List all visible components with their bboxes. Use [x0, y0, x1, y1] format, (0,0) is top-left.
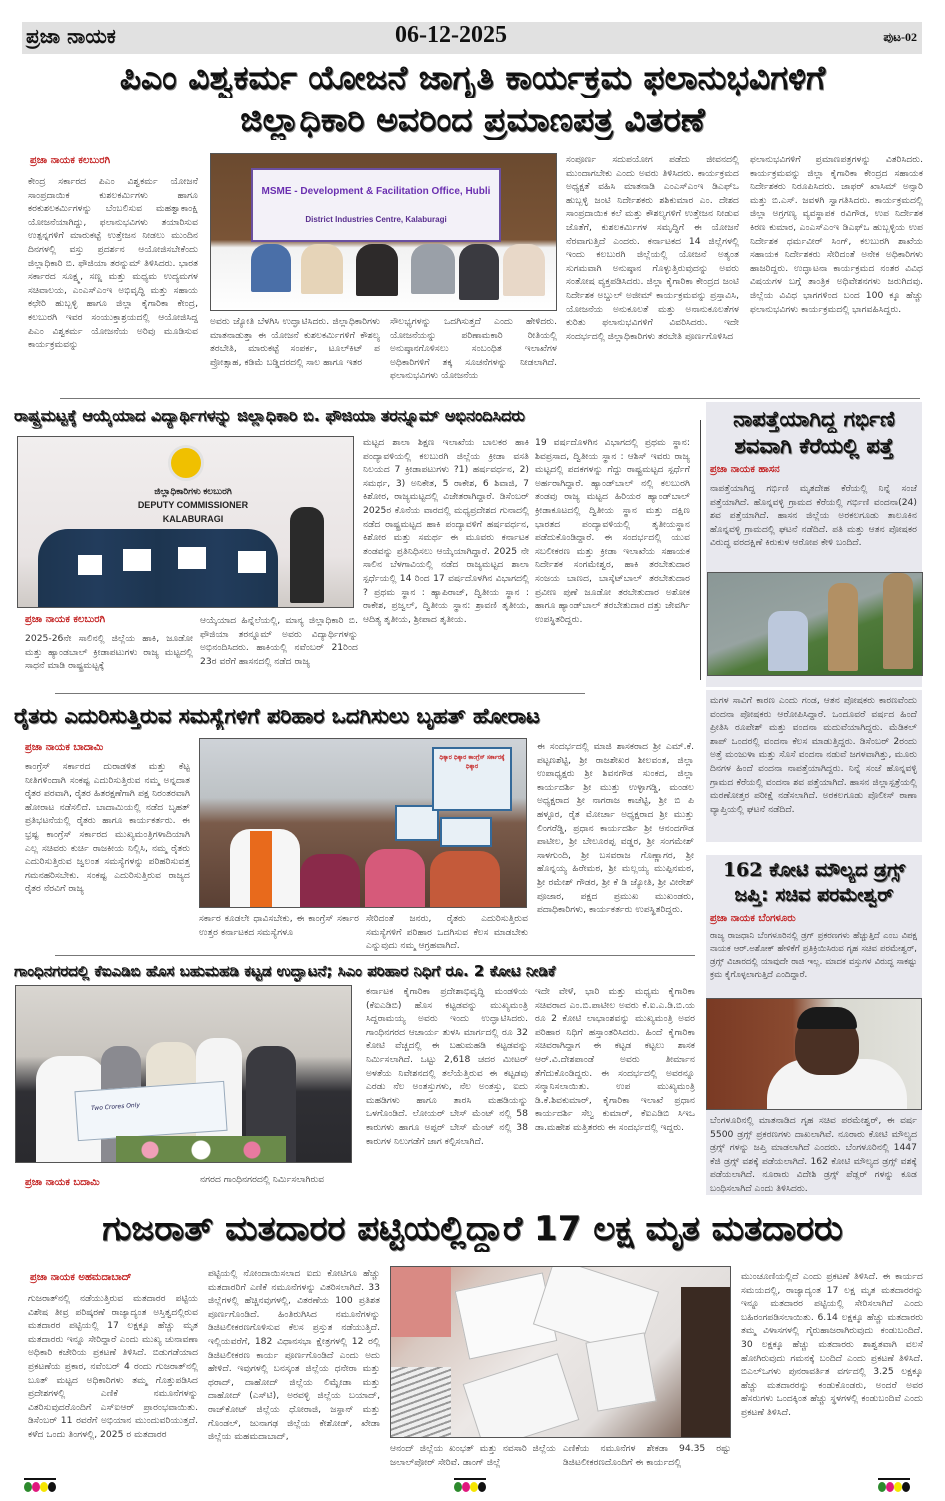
story2-photo	[17, 436, 354, 608]
story3-byline: ಪ್ರಜಾ ನಾಯಕ ಹಾಸನ	[710, 464, 780, 475]
story7-column-1: ಗುಜರಾತ್‌ನಲ್ಲಿ ನಡೆಯುತ್ತಿರುವ ಮತದಾರರ ಪಟ್ಟಿಯ ವಿಶೇಷ ತೀವ್ರ ಪರಿಷ್ಕರಣೆ ರಾಜ್ಯಾದ್ಯಂತ ಅಸ್ತಿತ್ವದಲ್ಲಿರುವ ಮತದಾರರ ಪಟ್ಟಿಯಲ್ಲಿ 17 ಲಕ್ಷಕ್ಕೂ ಹೆಚ್ಚು ಮೃತ ಮತದಾರರು ಇನ್ನೂ ಸೇರಿದ್ದಾರೆ ಎಂದು ಮುಖ್ಯ ಚುನಾವಣಾ ಅಧಿಕಾರಿ ಕಚೇರಿಯ ಪ್ರಕಟಣೆ ತಿಳಿಸಿದೆ. ಬಿಡುಗಡೆಯಾದ ಪ್ರಕಟಣೆಯ ಪ್ರಕಾರ, ನವೆಂಬರ್ 4 ರಂದು ಗುಜರಾತ್‌ನಲ್ಲಿ ಬೂತ್ ಮಟ್ಟದ ಅಧಿಕಾರಿಗಳು ತಮ್ಮ ಗೊತ್ತುಪಡಿಸಿದ ಪ್ರದೇಶಗಳಲ್ಲಿ ಎಣಿಕೆ ನಮೂನೆಗಳನ್ನು ವಿತರಿಸುವುದರೊಂದಿಗೆ ಎಸ್‌ಐಆರ್ ಪ್ರಾರಂಭವಾಯಿತು. ಡಿಸೆಂಬರ್ 11 ರವರೆಗೆ ಅಭಿಯಾನ ಮುಂದುವರಿಯುತ್ತದೆ. ಕಳೆದ ಒಂದು ತಿಂಗಳಲ್ಲಿ, 2025 ರ ಮತದಾರರ	[28, 1293, 198, 1440]
sign-kannada: ಜಿಲ್ಲಾಧಿಕಾರಿಗಳು ಕಲಬುರಗಿ	[154, 486, 232, 496]
story2-column-1: 2025-26ನೇ ಸಾಲಿನಲ್ಲಿ ಜಿಲ್ಲೆಯ ಹಾಕಿ, ಜೂಡೋ ಮತ್ತು ಹ್ಯಾಂಡಬಾಲ್ ಕ್ರೀಡಾಪಟುಗಳು ರಾಜ್ಯ ಮಟ್ಟದಲ್ಲಿ ಸಾಧನೆ ಮಾಡಿ ರಾಷ್ಟ್ರಮಟ್ಟಕ್ಕೆ	[25, 633, 193, 672]
banner-title: MSME - Development & Facilitation Office, Hubli	[261, 186, 491, 197]
reg-dot-black	[48, 1482, 56, 1492]
story4-byline: ಪ್ರಜಾ ನಾಯಕ ಬಾದಾಮಿ	[25, 742, 104, 753]
paper-name: ಪ್ರಜಾ ನಾಯಕ	[26, 24, 116, 48]
divider	[60, 398, 920, 399]
story5-photo	[706, 998, 922, 1110]
story7-photo	[390, 1266, 731, 1438]
story7-headline: ಗುಜರಾತ್ ಮತದಾರರ ಪಟ್ಟಿಯಲ್ಲಿದ್ದಾರೆ 17 ಲಕ್ಷ ಮೃತ ಮತದಾರರು	[102, 1209, 843, 1249]
story4-column-4: ಈ ಸಂದರ್ಭದಲ್ಲಿ ಮಾಜಿ ಶಾಸಕರಾದ ಶ್ರೀ ಎಮ್.ಕೆ. ಪಟ್ಟಣಶೆಟ್ಟಿ, ಶ್ರೀ ರಾಜಶೇಖರ ಶೀಲವಂತ, ಜಿಲ್ಲಾ ಉಪಾಧ್ಯಕ್ಷರು ಶ್ರೀ ಶಿವನಗೌಡ ಸುಂಕದ, ಜಿಲ್ಲಾ ಕಾರ್ಯದರ್ಶಿ ಶ್ರೀ ಮುತ್ತು ಉಳ್ಳಾಗಡ್ಡಿ, ಮಂಡಲ ಅಧ್ಯಕ್ಷರಾದ ಶ್ರೀ ನಾಗರಾಜ ಕಾಚೆಟ್ಟಿ, ಶ್ರೀ ಬಿ ಪಿ ಹಳ್ಳೂರ, ರೈತ ಮೋರ್ಚಾ ಅಧ್ಯಕ್ಷರಾದ ಶ್ರೀ ಮುತ್ತು ಲಿಂಗರೆಡ್ಡಿ, ಪ್ರಧಾನ ಕಾರ್ಯದರ್ಶಿ ಶ್ರೀ ಆನಂದಗೌಡ ಪಾಟೀಲ, ಶ್ರೀ ಬೇಲೂರಪ್ಪ ವಡ್ಡರ, ಶ್ರೀ ಸಂಗಮೇಶ್ ಸಾಳಗುಂದಿ, ಶ್ರೀ ಬಸವರಾಜ ಗೊಣ್ಣಾಗರ, ಶ್ರೀ ಹೊನ್ನಯ್ಯ ಹಿರೇಮಠ, ಶ್ರೀ ಮಲ್ಲಯ್ಯ ಮುಪ್ಪಿನಮಠ, ಶ್ರೀ ರಮೇಶ್ ಗೌಡರ, ಶ್ರೀ ಕೆ ಡಿ ಜ್ಯೋತಿ, ಶ್ರೀ ವೀರೇಶ್ ಪೂಜಾರ, ಪಕ್ಷದ ಪ್ರಮುಖ ಮುಖಂಡರು, ಪದಾಧಿಕಾರಿಗಳು, ಕಾರ್ಯಕರ್ತರು ಉಪಸ್ಥಿತರಿದ್ದರು.	[537, 741, 694, 916]
story7-column-5: ಮುಂಚೂಣಿಯಲ್ಲಿದೆ ಎಂದು ಪ್ರಕಟಣೆ ತಿಳಿಸಿದೆ. ಈ ಕಾರ್ಯದ ಸಮಯದಲ್ಲಿ, ರಾಜ್ಯಾದ್ಯಂತ 17 ಲಕ್ಷ ಮೃತ ಮತದಾರರನ್ನು ಇನ್ನೂ ಮತದಾರರ ಪಟ್ಟಿಯಲ್ಲಿ ಸೇರಿಸಲಾಗಿದೆ ಎಂದು ಬಹಿರಂಗಪಡಿಸಲಾಯಿತು. 6.14 ಲಕ್ಷಕ್ಕೂ ಹೆಚ್ಚು ಮತದಾರರು ತಮ್ಮ ವಿಳಾಸಗಳಲ್ಲಿ ಗೈರುಹಾಜರಾಗಿರುವುದು ಕಂಡುಬಂದಿದೆ. 30 ಲಕ್ಷಕ್ಕೂ ಹೆಚ್ಚು ಮತದಾರರು ಶಾಶ್ವತವಾಗಿ ವಲಸೆ ಹೋಗಿರುವುದು ಗಮನಕ್ಕೆ ಬಂದಿದೆ ಎಂದು ಪ್ರಕಟಣೆ ತಿಳಿಸಿದೆ. ಬಿಎಲ್‌ಒಗಳು ಪುನರಾವರ್ತಿತ ವರ್ಗದಲ್ಲಿ 3.25 ಲಕ್ಷಕ್ಕೂ ಹೆಚ್ಚು ಮತದಾರರನ್ನು ಕಂಡುಕೊಂಡರು, ಅಂದರೆ ಅವರ ಹೆಸರುಗಳು ಒಂದಕ್ಕಿಂತ ಹೆಚ್ಚು ಸ್ಥಳಗಳಲ್ಲಿ ಕಂಡುಬಂದಿವೆ ಎಂದು ಪ್ರಕಟಣೆ ತಿಳಿಸಿದೆ.	[741, 1271, 923, 1418]
story2-headline: ರಾಷ್ಟ್ರಮಟ್ಟಕ್ಕೆ ಆಯ್ಕೆಯಾದ ವಿದ್ಯಾರ್ಥಿಗಳನ್ನು ಜಿಲ್ಲಾಧಿಕಾರಿ ಬಿ. ಫೌಜಿಯಾ ತರನ್ನೂಮ್ ಅಭಿನಂದಿಸಿದರು	[14, 406, 525, 425]
story1-headline-line1: ಪಿಎಂ ವಿಶ್ವಕರ್ಮ ಯೋಜನೆ ಜಾಗೃತಿ ಕಾರ್ಯಕ್ರಮ ಫಲಾನುಭವಿಗಳಿಗೆ	[119, 58, 826, 97]
story5-byline: ಪ್ರಜಾ ನಾಯಕ ಬೆಂಗಳೂರು	[710, 913, 796, 924]
reg-dot-magenta	[32, 1482, 40, 1492]
story6-column-3: ಕರ್ನಾಟಕ ಕೈಗಾರಿಕಾ ಪ್ರದೇಶಾಭಿವೃದ್ಧಿ ಮಂಡಳಿಯ (ಕೆಐಎಡಿಬಿ) ಹೊಸ ಕಟ್ಟಡವನ್ನು ಮುಖ್ಯಮಂತ್ರಿ ಸಿದ್ದರಾಮಯ್ಯ ಅವರು ಇಂದು ಉದ್ಘಾಟಿಸಿದರು. ಗಾಂಧಿನಗರದ ಆಚಾರ್ಯ ತುಳಸಿ ಮಾರ್ಗದಲ್ಲಿ ರೂ 32 ಕೋಟಿ ವೆಚ್ಚದಲ್ಲಿ ಈ ಬಹುಮಹಡಿ ಕಟ್ಟಡವನ್ನು ನಿರ್ಮಿಸಲಾಗಿದೆ. ಒಟ್ಟು 2,618 ಚದರ ಮೀಟರ್ ಅಳತೆಯ ನಿವೇಶನದಲ್ಲಿ ತಲೆಯೆತ್ತಿರುವ ಈ ಕಟ್ಟಡವು ಎರಡು ನೆಲ ಅಂತಸ್ತುಗಳು, ನೆಲ ಅಂತಸ್ತು, ಐದು ಮಹಡಿಗಳು ಹಾಗೂ ತಾರಸಿ ಮಹಡಿಯನ್ನು ಒಳಗೊಂಡಿದೆ. ಲೋಯರ್ ಬೇಸ್ ಮೆಂಟ್ ನಲ್ಲಿ 58 ಕಾರುಗಳು ಹಾಗೂ ಅಪ್ಪರ್ ಬೇಸ್ ಮೆಂಟ್ ನಲ್ಲಿ 38 ಕಾರುಗಳ ನಿಲುಗಡೆಗೆ ಜಾಗ ಕಲ್ಪಿಸಲಾಗಿದೆ.	[366, 986, 528, 1147]
story5-headline-line2: ಜಪ್ತಿ: ಸಚಿವ ಪರಮೇಶ್ವರ್	[734, 884, 894, 906]
story4-column-3: ಸೇರಿದಂತೆ ಜನರು, ರೈತರು ಎದುರಿಸುತ್ತಿರುವ ಸಮಸ್ಯೆಗಳಿಗೆ ಪರಿಹಾರ ಒದಗಿಸುವ ಕೆಲಸ ಮಾಡಬೇಕು ಎನ್ನುವುದು ನಮ್ಮ ಆಗ್ರಹವಾಗಿದೆ.	[366, 913, 528, 952]
story6-column-2: ನಗರದ ಗಾಂಧಿನಗರದಲ್ಲಿ ನಿರ್ಮಿಸಲಾಗಿರುವ	[200, 1174, 325, 1185]
page-number: ಪುಟ-02	[883, 30, 917, 44]
banner-subtitle: District Industries Centre, Kalaburagi	[305, 215, 447, 224]
reg-dot-magenta	[462, 1482, 470, 1492]
reg-dot-black	[478, 1482, 486, 1492]
story7-column-2: ಪಟ್ಟಿಯಲ್ಲಿ ನೋಂದಾಯಿಸಲಾದ ಐದು ಕೋಟಿಗೂ ಹೆಚ್ಚು ಮತದಾರರಿಗೆ ಎಣಿಕೆ ನಮೂನೆಗಳನ್ನು ವಿತರಿಸಲಾಗಿದೆ. 33 ಜಿಲ್ಲೆಗಳಲ್ಲಿ ಹೆಚ್ಚಿನವುಗಳಲ್ಲಿ, ವಿತರಣೆಯ 100 ಪ್ರತಿಶತ ಪೂರ್ಣಗೊಂಡಿದೆ. ಹಿಂತಿರುಗಿಸಿದ ನಮೂನೆಗಳನ್ನು ಡಿಜಿಟಲೀಕರಣಗೊಳಿಸುವ ಕೆಲಸ ಪ್ರಸ್ತುತ ನಡೆಯುತ್ತಿದೆ. ಇಲ್ಲಿಯವರೆಗೆ, 182 ವಿಧಾನಸಭಾ ಕ್ಷೇತ್ರಗಳಲ್ಲಿ 12 ರಲ್ಲಿ ಡಿಜಿಟಲೀಕರಣ ಕಾರ್ಯ ಪೂರ್ಣಗೊಂಡಿದೆ ಎಂದು ಅದು ಹೇಳಿದೆ. ಇವುಗಳಲ್ಲಿ ಬನಸ್ಕಂತ ಜಿಲ್ಲೆಯ ಧನೇರಾ ಮತ್ತು ಥರಾದ್, ದಾಹೋದ್ ಜಿಲ್ಲೆಯ ಲಿಮ್ಖೇಡಾ ಮತ್ತು ದಾಹೋದ್ (ಎಸ್‌ಟಿ), ಅರವಳ್ಳಿ ಜಿಲ್ಲೆಯ ಬಯಾದ್, ರಾಜ್‌ಕೋಟ್ ಜಿಲ್ಲೆಯ ಧೋರಾಜಿ, ಜಸ್ದಾನ್ ಮತ್ತು ಗೊಂಡಲ್, ಜುನಾಗಢ ಜಿಲ್ಲೆಯ ಕೇಶೋಡ್, ಖೇಡಾ ಜಿಲ್ಲೆಯ ಮಹಮದಾಬಾದ್,	[208, 1268, 380, 1443]
story4-photo	[199, 738, 527, 908]
story1-photo	[210, 153, 557, 311]
reg-dot-green	[878, 1482, 886, 1492]
story2-byline: ಪ್ರಜಾ ನಾಯಕ ಕಲಬುರಗಿ	[25, 614, 106, 625]
reg-dot-yellow	[40, 1482, 48, 1492]
story1-column-3: ಸೌಲಭ್ಯಗಳನ್ನು ಒದಗಿಸುತ್ತದೆ ಎಂದು ಹೇಳಿದರು. ಯೋಜನೆಯನ್ನು ಪರಿಣಾಮಕಾರಿ ರೀತಿಯಲ್ಲಿ ಅನುಷ್ಠಾನಗೊಳಿಸಲು ಸಂಬಂಧಿತ ಇಲಾಖೆಗಳ ಅಧಿಕಾರಿಗಳಿಗೆ ತಕ್ಕ ಸೂಚನೆಗಳನ್ನು ನೀಡಲಾಗಿದೆ. ಫಲಾನುಭವಿಗಳು ಯೋಜನೆಯ	[390, 316, 557, 382]
story2-column-3: ಮಟ್ಟದ ಶಾಲಾ ಶಿಕ್ಷಣ ಇಲಾಖೆಯ ಬಾಲಕರ ಹಾಕಿ ಪಂದ್ಯಾವಳಿಯಲ್ಲಿ ಕಲಬುರಗಿ ಜಿಲ್ಲೆಯ ಕ್ರೀಡಾ ವಸತಿ ನಿಲಯದ 7 ಕ್ರೀಡಾಪಟುಗಳು ?1) ಹರ್ಷವರ್ಧನ, 2) ಸಮರ್ಥ, 3) ಅನಿಕೇತ, 5 ರಾಕೇಶ, 6 ಶಿವಾಜಿ, 7 ಕಿಶೋರ, ರಾಜ್ಯಮಟ್ಟದಲ್ಲಿ ವಿಜೇತರಾಗಿದ್ದಾರೆ. ಡಿಸೆಂಬರ್ 2025ರ ಕೊನೆಯ ವಾರದಲ್ಲಿ ಮಧ್ಯಪ್ರದೇಶದ ಗುನಾದಲ್ಲಿ ನಡೆದ ರಾಷ್ಟ್ರಮಟ್ಟದ ಹಾಕಿ ಪಂದ್ಯಾವಳಿಗೆ ಹರ್ಷವರ್ಧನ, ಕಿಶೋರ ಮತ್ತು ಸಮರ್ಥ ಈ ಮೂವರು ಕರ್ನಾಟಕ ತಂಡವನ್ನು ಪ್ರತಿನಿಧಿಸಲು ಆಯ್ಕೆಯಾಗಿದ್ದಾರೆ. 2025 ನೇ ಸಾಲಿನ ಬೆಳಗಾವಿಯಲ್ಲಿ ನಡೆದ ರಾಜ್ಯಮಟ್ಟದ ಶಾಲಾ ಸ್ಪರ್ಧೆಯಲ್ಲಿ 14 ರಿಂದ 17 ವರ್ಷದೊಳಗಿನ ವಿಭಾಗದಲ್ಲಿ ? ಪ್ರಥಮ ಸ್ಥಾನ : ಹ್ಯಾಪಿರಾಜ್, ದ್ವಿತೀಯ ಸ್ಥಾನ : ರಾಕೇಶ, ಪ್ರಜ್ವಲ್, ದ್ವಿತೀಯ ಸ್ಥಾನ: ಶ್ರಾವಣಿ ತೃತೀಯ, ಆದಿತ್ಯ ತೃತೀಯ, ಶ್ರೀಪಾದ ತೃತೀಯ.	[363, 437, 529, 625]
reg-dot-black	[902, 1482, 910, 1492]
sign-english-1: DEPUTY COMMISSIONER	[137, 500, 249, 510]
cheque-text: Two Crores Only	[90, 1101, 141, 1113]
story1-headline-line2: ಜಿಲ್ಲಾಧಿಕಾರಿ ಅವರಿಂದ ಪ್ರಮಾಣಪತ್ರ ವಿತರಣೆ	[240, 100, 705, 139]
story7-column-3: ಆನಂದ್ ಜಿಲ್ಲೆಯ ಖಂಭತ್ ಮತ್ತು ನವಸಾರಿ ಜಿಲ್ಲೆಯ ಜಲಾಲ್‌ಪೋರ್ ಸೇರಿವೆ. ಡಾಂಗ್ ಜಿಲ್ಲೆ	[390, 1443, 556, 1468]
story7-byline: ಪ್ರಜಾ ನಾಯಕ ಅಹಮದಾಬಾದ್	[30, 1272, 132, 1283]
story3-photo	[707, 572, 923, 676]
sign-english-2: KALABURAGI	[162, 514, 224, 524]
placard-text: ಧಿಕ್ಕಾರ ಧಿಕ್ಕಾರ ಕಾಂಗ್ರೆಸ್ ಸರ್ಕಾರಕ್ಕೆ ಧಿಕ್ಕಾರ	[439, 754, 505, 770]
story1-column-1: ಕೇಂದ್ರ ಸರ್ಕಾರದ ಪಿಎಂ ವಿಶ್ವಕರ್ಮ ಯೋಜನೆ ಸಾಂಪ್ರದಾಯಿಕ ಕುಶಲಕರ್ಮಿಗಳು ಹಾಗೂ ಕರಕುಶಲಕರ್ಮಿಗಳನ್ನು ಬೆಂಬಲಿಸುವ ಮಹತ್ವಾಕಾಂಕ್ಷಿ ಯೋಜನೆಯಾಗಿದ್ದು, ಫಲಾನುಭವಿಗಳು ತಯಾರಿಸುವ ಉತ್ಪನ್ನಗಳಿಗೆ ಮಾರುಕಟ್ಟೆ ಉತ್ತೇಜನ ನೀಡಲು ಮುಂದಿನ ದಿನಗಳಲ್ಲಿ ವಸ್ತು ಪ್ರದರ್ಶನ ಆಯೋಜಿಸಬೇಕೆಂದು ಜಿಲ್ಲಾಧಿಕಾರಿ ಬಿ. ಫೌಜಿಯಾ ತರನ್ನುಮ್ ತಿಳಿಸಿದರು. ಭಾರತ ಸರ್ಕಾರದ ಸೂಕ್ಷ್ಮ, ಸಣ್ಣ ಮತ್ತು ಮಧ್ಯಮ ಉದ್ಯಮಗಳ ಸಚಿವಾಲಯ, ಎಂಎಸ್‌ಎಂಇ ಅಭಿವೃದ್ಧಿ ಮತ್ತು ಸಹಾಯ ಕಛೇರಿ ಹುಬ್ಬಳ್ಳಿ ಹಾಗೂ ಜಿಲ್ಲಾ ಕೈಗಾರಿಕಾ ಕೇಂದ್ರ, ಕಲಬುರಗಿ ಇವರ ಸಂಯುಕ್ತಾಶ್ರಯದಲ್ಲಿ ಆಯೋಜಿಸಿದ್ದ ಪಿಎಂ ವಿಶ್ವಕರ್ಮ ಯೋಜನೆಯ ಅರಿವು ಮೂಡಿಸುವ ಕಾರ್ಯಕ್ರಮವನ್ನು	[28, 176, 198, 351]
reg-dot-yellow	[470, 1482, 478, 1492]
divider	[55, 955, 695, 956]
divider	[55, 693, 585, 694]
story1-column-4: ಸಂಪೂರ್ಣ ಸದುಪಯೋಗ ಪಡೆದು ಜೀವನದಲ್ಲಿ ಮುಂದಾಗಬೇಕು ಎಂದು ಅವರು ತಿಳಿಸಿದರು. ಕಾರ್ಯಕ್ರಮದ ಅಧ್ಯಕ್ಷತೆ ವಹಿಸಿ ಮಾತನಾಡಿ ಎಂಎಸ್‌ಎಂಇ ಡಿಎಫ್‌ಒ ಹುಬ್ಬಳ್ಳಿ ಜಂಟಿ ನಿರ್ದೇಶಕರು ಶಶಿಕುಮಾರ ಎಂ. ದೇಶದ ಸಾಂಪ್ರದಾಯಿಕ ಕಲೆ ಮತ್ತು ಕೌಶಲ್ಯಗಳಿಗೆ ಉತ್ತೇಜನ ನೀಡುವ ಜೊತೆಗೆ, ಕುಶಲಕರ್ಮಿಗಳ ಸಮೃದ್ಧಿಗೆ ಈ ಯೋಜನೆ ನೆರವಾಗುತ್ತಿದೆ ಎಂದರು. ಕರ್ನಾಟಕದ 14 ಜಿಲ್ಲೆಗಳಲ್ಲಿ ಇಂದು ಕಲಬುರಗಿ ಜಿಲ್ಲೆಯಲ್ಲಿ ಯೋಜನೆ ಅತ್ಯಂತ ಸುಗಮವಾಗಿ ಅನುಷ್ಠಾನ ಗೊಳ್ಳುತ್ತಿರುವುದನ್ನು ಅವರು ಸಂತೋಷ ವ್ಯಕ್ತಪಡಿಸಿದರು. ಜಿಲ್ಲಾ ಕೈಗಾರಿಕಾ ಕೇಂದ್ರದ ಜಂಟಿ ನಿರ್ದೇಶಕ ಅಬ್ದುಲ್ ಅಜೀಮ್ ಕಾರ್ಯಕ್ರಮವನ್ನು ಪ್ರಸ್ತಾವಿಸಿ, ಯೋಜನೆಯ ಅನುಕೂಲತೆ ಮತ್ತು ಅನಾನುಕೂಲತೆಗಳ ಕುರಿತು ಫಲಾನುಭವಿಗಳಿಗೆ ವಿವರಿಸಿದರು. ಇದೇ ಸಂದರ್ಭದಲ್ಲಿ ಜಿಲ್ಲಾಧಿಕಾರಿಗಳು ತರಬೇತಿ ಪೂರ್ಣಗೊಳಿಸಿದ	[566, 154, 739, 342]
story4-column-2: ಸರ್ಕಾರ ಕೂಡಲೇ ಧಾವಿಸಬೇಕು, ಈ ಕಾಂಗ್ರೆಸ್ ಸರ್ಕಾರ ಉತ್ತರ ಕರ್ನಾಟಕದ ಸಮಸ್ಯೆಗಳೂ	[199, 913, 359, 938]
story5-body: ಬೆಂಗಳೂರಿನಲ್ಲಿ ಮಾತನಾಡಿದ ಗೃಹ ಸಚಿವ ಪರಮೇಶ್ವರ್, ಈ ವರ್ಷ 5500 ಡ್ರಗ್ಸ್ ಪ್ರಕರಣಗಳು ದಾಖಲಾಗಿವೆ. ನೂರಾರು ಕೋಟಿ ಮೌಲ್ಯದ ಡ್ರಗ್ಸ್ ಗಳನ್ನು ಜಪ್ತಿ ಮಾಡಲಾಗಿದೆ ಎಂದರು. ಬೆಂಗಳೂರಿನಲ್ಲಿ 1447 ಕೆಜಿ ಡ್ರಗ್ಸ್ ವಶಕ್ಕೆ ಪಡೆಯಲಾಗಿದೆ. 162 ಕೋಟಿ ಮೌಲ್ಯದ ಡ್ರಗ್ಸ್ ವಶಕ್ಕೆ ಪಡೆಯಲಾಗಿದೆ. ನೂರಾರು ವಿದೇಶಿ ಡ್ರಗ್ಸ್ ಪೆಡ್ಲರ್ ಗಳನ್ನು ಕೂಡ ಬಂಧಿಸಲಾಗಿದೆ ಎಂದು ತಿಳಿಸಿದರು.	[710, 1115, 917, 1194]
story3-body: ಮಗಳ ಸಾವಿಗೆ ಕಾರಣ ಎಂದು ಗಂಡ, ಆತನ ಪೋಷಕರು ಕಾರಣವೆಂದು ವಂದನಾ ಪೋಷಕರು ಆರೋಪಿಸಿದ್ದಾರೆ. ಒಂದೂವರೆ ವರ್ಷದ ಹಿಂದೆ ಪ್ರೀತಿಸಿ ರೂಪೇಶ್ ಮತ್ತು ವಂದನಾ ಮದುವೆಯಾಗಿದ್ದರು. ಮೆಡಿಕಲ್ ಶಾಪ್ ಒಂದರಲ್ಲಿ ವಂದನಾ ಕೆಲಸ ಮಾಡುತ್ತಿದ್ದರು. ಡಿಸೆಂಬರ್ 2ರಂದು ಅತ್ತೆ ಮಂಜುಳಾ ಮತ್ತು ಸೊಸೆ ವಂದನಾ ನಡುವೆ ಜಗಳವಾಗಿತ್ತು, ಮೂರು ದಿನಗಳ ಹಿಂದೆ ವಂದನಾ ನಾಪತ್ತೆಯಾಗಿದ್ದರು. ನಿನ್ನೆ ಸಂಜೆ ಹೊನ್ನವಳ್ಳಿ ಗ್ರಾಮದ ಕೆರೆಯಲ್ಲಿ ವಂದನಾ ಶವ ಪತ್ತೆಯಾಗಿದೆ. ಹಾಸನ ಜಿಲ್ಲಾಸ್ಪತ್ರೆಯಲ್ಲಿ ಮರಣೋತ್ತರ ಪರೀಕ್ಷೆ ನಡೆಸಲಾಗಿದೆ. ಅರಕಲಗೂಡು ಪೊಲೀಸ್ ಠಾಣಾ ವ್ಯಾಪ್ತಿಯಲ್ಲಿ ಘಟನೆ ನಡೆದಿದೆ.	[710, 695, 917, 815]
story1-column-5: ಫಲಾನುಭವಿಗಳಿಗೆ ಪ್ರಮಾಣಪತ್ರಗಳನ್ನು ವಿತರಿಸಿದರು. ಕಾರ್ಯಕ್ರಮವನ್ನು ಜಿಲ್ಲಾ ಕೈಗಾರಿಕಾ ಕೇಂದ್ರದ ಸಹಾಯಕ ನಿರ್ದೇಶಕರು ನಿರೂಪಿಸಿದರು. ಜಾಫರ್ ಖಾಸಿಮ್ ಅನ್ಸಾರಿ ಮತ್ತು ಬಿ.ಎಸ್. ಜವಳಗಿ ಸ್ವಾಗತಿಸಿದರು. ಕಾರ್ಯಕ್ರಮದಲ್ಲಿ ಜಿಲ್ಲಾ ಅಗ್ರಗಣ್ಯ ವ್ಯವಸ್ಥಾಪಕ ರವಿಗೌಡ, ಉಪ ನಿರ್ದೇಶಕ ಕಿರಣ ಕುಮಾರ, ಎಂಎಸ್‌ಎಂಇ ಡಿಎಫ್‌ಒ ಹುಬ್ಬಳ್ಳಿಯ ಉಪ ನಿರ್ದೇಶಕ ಧರ್ಮವೀರ್ ಸಿಂಗ್, ಕಲಬುರಗಿ ಶಾಖೆಯ ಸಹಾಯಕ ನಿರ್ದೇಶಕರು ಸೇರಿದಂತೆ ಅನೇಕ ಅಧಿಕಾರಿಗಳು ಹಾಜರಿದ್ದರು. ಉದ್ಘಾಟನಾ ಕಾರ್ಯಕ್ರಮದ ನಂತರ ವಿವಿಧ ವಿಷಯಗಳ ಬಗ್ಗೆ ತಾಂತ್ರಿಕ ಅಧಿವೇಶನಗಳು ಜರುಗಿದವು. ಜಿಲ್ಲೆಯ ವಿವಿಧ ಭಾಗಗಳಿಂದ ಬಂದ 100 ಕ್ಕೂ ಹೆಚ್ಚು ಫಲಾನುಭವಿಗಳು ಕಾರ್ಯಕ್ರಮದಲ್ಲಿ ಭಾಗವಹಿಸಿದ್ದರು.	[750, 154, 923, 315]
reg-dot-yellow	[894, 1482, 902, 1492]
sidebar-vertical-rule	[700, 420, 701, 680]
story6-column-4: ಇದೇ ವೇಳೆ, ಭಾರಿ ಮತ್ತು ಮಧ್ಯಮ ಕೈಗಾರಿಕಾ ಸಚಿವರಾದ ಎಂ.ಬಿ.ಪಾಟೀಲ ಅವರು ಕೆ.ಐ.ಎ.ಡಿ.ಬಿ.ಯ ರೂ 2 ಕೋಟಿ ಲಾಭಾಂಶವನ್ನು ಮುಖ್ಯಮಂತ್ರಿ ಅವರ ಪರಿಹಾರ ನಿಧಿಗೆ ಹಸ್ತಾಂತರಿಸಿದರು. ಹಿಂದೆ ಕೈಗಾರಿಕಾ ಸಚಿವರಾಗಿದ್ದಾಗ ಈ ಕಟ್ಟಡ ಕಟ್ಟಲು ಶಾಸಕ ಆರ್.ವಿ.ದೇಶಪಾಂಡೆ ಅವರು ತೀರ್ಮಾನ ತೆಗೆದುಕೊಂಡಿದ್ದರು. ಈ ಸಂದರ್ಭದಲ್ಲಿ ಅವರನ್ನೂ ಸನ್ಮಾನಿಸಲಾಯಿತು. ಉಪ ಮುಖ್ಯಮಂತ್ರಿ ಡಿ.ಕೆ.ಶಿವಕುಮಾರ್, ಕೈಗಾರಿಕಾ ಇಲಾಖೆ ಪ್ರಧಾನ ಕಾರ್ಯದರ್ಶಿ ಸೆಲ್ವ ಕುಮಾರ್, ಕೆಐಎಡಿಬಿ ಸಿಇಒ ಡಾ.ಮಹೇಶ ಮತ್ತಿತರರು ಈ ಸಂದರ್ಭದಲ್ಲಿ ಇದ್ದರು.	[535, 986, 695, 1133]
story7-column-4: ಎಣಿಕೆಯ ನಮೂನೆಗಳ ಶೇಕಡಾ 94.35 ರಷ್ಟು ಡಿಜಿಟಲೀಕರಣದೊಂದಿಗೆ ಈ ಕಾರ್ಯದಲ್ಲಿ	[563, 1443, 731, 1468]
reg-dot-green	[24, 1482, 32, 1492]
reg-dot-magenta	[886, 1482, 894, 1492]
story3-intro: ನಾಪತ್ತೆಯಾಗಿದ್ದ ಗರ್ಭಿಣಿ ಮೃತದೇಹ ಕೆರೆಯಲ್ಲಿ ನಿನ್ನೆ ಸಂಜೆ ಪತ್ತೆಯಾಗಿದೆ. ಹೊನ್ನವಳ್ಳಿ ಗ್ರಾಮದ ಕೆರೆಯಲ್ಲಿ ಗರ್ಭಿಣಿ ವಂದನಾ(24) ಶವ ಪತ್ತೆಯಾಗಿದೆ. ಹಾಸನ ಜಿಲ್ಲೆಯ ಅರಕಲಗೂಡು ತಾಲೂಕಿನ ಹೊನ್ನವಳ್ಳಿ ಗ್ರಾಮದಲ್ಲಿ ಘಟನೆ ನಡೆದಿದೆ. ಪತಿ ಮತ್ತು ಆತನ ಪೋಷಕರ ವಿರುದ್ಧ ವರದಕ್ಷಿಣೆ ಕಿರುಕುಳ ಆರೋಪ ಕೇಳಿ ಬಂದಿದೆ.	[710, 483, 917, 549]
registration-mark-right	[878, 1478, 910, 1492]
issue-date: 06-12-2025	[395, 22, 507, 48]
story2-column-4: 19 ವರ್ಷದೊಳಗಿನ ವಿಭಾಗದಲ್ಲಿ ಪ್ರಥಮ ಸ್ಥಾನ: ಶಿವಪ್ರಸಾದ, ದ್ವಿತೀಯ ಸ್ಥಾನ : ಆಶಿಸ್ ಇವರು ರಾಜ್ಯ ಮಟ್ಟದಲ್ಲಿ ಪದಕಗಳನ್ನು ಗೆದ್ದು ರಾಷ್ಟ್ರಮಟ್ಟದ ಸ್ಪರ್ಧೆಗೆ ಅರ್ಹರಾಗಿದ್ದಾರೆ. ಹ್ಯಾಂಡ್‌ಬಾಲ್ ನಲ್ಲಿ ಕಲಬುರಗಿ ತಂಡವು ರಾಜ್ಯ ಮಟ್ಟದ ಹಿರಿಯರ ಹ್ಯಾಂಡ್‌ಬಾಲ್ ಕ್ರೀಡಾಕೂಟದಲ್ಲಿ ದ್ವಿತೀಯ ಸ್ಥಾನ ಮತ್ತು ದಕ್ಷಿಣ ಭಾರತದ ಪಂದ್ಯಾವಳಿಯಲ್ಲಿ ತೃತೀಯಸ್ಥಾನ ಪಡೆದುಕೊಂಡಿದ್ದಾರೆ. ಈ ಸಂದರ್ಭದಲ್ಲಿ ಯುವ ಸಬಲೀಕರಣ ಮತ್ತು ಕ್ರೀಡಾ ಇಲಾಖೆಯ ಸಹಾಯಕ ನಿರ್ದೇಶಕ ಸಂಗಮೇಶ್ವರ, ಹಾಕಿ ತರಬೇತುದಾರ ಸಂಜಯ ಬಾಣದ, ಬಾಸ್ಕೆಟ್‌ಬಾಲ್ ತರಬೇತುದಾರ ಪ್ರವೀಣ ಪುಣೆ ಜೂಡೋ ತರಬೇತುದಾರ ಅಶೋಕ ಹಾಗೂ ಹ್ಯಾಂಡ್‌ಬಾಲ್ ತರಬೇತುದಾರ ದತ್ತು ಜೇವರ್ಗಿ ಉಪಸ್ಥಿತರಿದ್ದರು.	[535, 437, 690, 625]
registration-mark-left	[24, 1478, 56, 1492]
story5-intro: ರಾಜ್ಯ ರಾಜಧಾನಿ ಬೆಂಗಳೂರಿನಲ್ಲಿ ಡ್ರಗ್ ಪ್ರಕರಣಗಳು ಹೆಚ್ಚುತ್ತಿದೆ ಎಂಬ ವಿಪಕ್ಷ ನಾಯಕ ಆರ್.ಅಶೋಕ್ ಹೇಳಿಕೆಗೆ ಪ್ರತಿಕ್ರಿಯಿಸಿರುವ ಗೃಹ ಸಚಿವ ಪರಮೇಶ್ವರ್, ಡ್ರಗ್ಸ್ ವಿಚಾರದಲ್ಲಿ ಯಾವುದೇ ರಾಜಿ ಇಲ್ಲ. ಮಾದಕ ವಸ್ತುಗಳ ವಿರುದ್ಧ ಸಾಕಷ್ಟು ಕ್ರಮ ಕೈಗೊಳ್ಳಲಾಗುತ್ತಿದೆ ಎಂದಿದ್ದಾರೆ.	[710, 931, 917, 980]
story6-headline: ಗಾಂಧಿನಗರದಲ್ಲಿ ಕೆಐಎಡಿಬಿ ಹೊಸ ಬಹುಮಹಡಿ ಕಟ್ಟಡ ಉದ್ಘಾಟನೆ; ಸಿಎಂ ಪರಿಹಾರ ನಿಧಿಗೆ ರೂ. 2 ಕೋಟಿ ನೀಡಿಕೆ	[14, 962, 556, 980]
story4-headline: ರೈತರು ಎದುರಿಸುತ್ತಿರುವ ಸಮಸ್ಯೆಗಳಿಗೆ ಪರಿಹಾರ ಒದಗಿಸುಲು ಬೃಹತ್ ಹೋರಾಟ	[14, 704, 540, 728]
registration-mark-center	[454, 1478, 486, 1492]
story5-headline-line1: 162 ಕೋಟಿ ಮೌಲ್ಯದ ಡ್ರಗ್ಸ್	[722, 859, 906, 881]
story6-byline: ಪ್ರಜಾ ನಾಯಕ ಬದಾಮಿ	[25, 1177, 100, 1188]
story2-column-2: ಆಯ್ಕೆಯಾದ ಹಿನ್ನೆಲೆಯಲ್ಲಿ, ಮಾನ್ಯ ಜಿಲ್ಲಾಧಿಕಾರಿ ಬಿ. ಫೌಜಿಯಾ ತರನ್ನೂಮ್ ಅವರು ವಿದ್ಯಾರ್ಥಿಗಳನ್ನು ಅಭಿನಂದಿಸಿದರು. ಹಾಕಿಯಲ್ಲಿ ನವೆಂಬರ್ 21ರಿಂದ 23ರ ವರೆಗೆ ಹಾಸನದಲ್ಲಿ ನಡೆದ ರಾಜ್ಯ	[200, 615, 358, 667]
reg-dot-green	[454, 1482, 462, 1492]
story6-photo	[15, 985, 352, 1163]
story4-column-1: ಕಾಂಗ್ರೆಸ್ ಸರ್ಕಾರದ ದುರಾಡಳಿತ ಮತ್ತು ಕೆಟ್ಟ ನೀತಿಗಳಿಂದಾಗಿ ಸಂಕಷ್ಟ ಎದುರಿಸುತ್ತಿರುವ ನಮ್ಮ ಅನ್ನದಾತ ರೈತರ ಪರವಾಗಿ, ರೈತರ ಹಿತರಕ್ಷಣೆಗಾಗಿ ಪಕ್ಷ ನಿರಂತರವಾಗಿ ಹೋರಾಟ ನಡೆಸಲಿದೆ. ಬಾದಾಮಿಯಲ್ಲಿ ನಡೆದ ಬೃಹತ್ ಪ್ರತಿಭಟನೆಯಲ್ಲಿ ರೈತರು ಹಾಗೂ ಕಾರ್ಯಕರ್ತರು. ಈ ಭ್ರಷ್ಟ ಕಾಂಗ್ರೆಸ್ ಸರ್ಕಾರದ ಮುಖ್ಯಮಂತ್ರಿಗಳಾದಿಯಾಗಿ ಎಲ್ಲ ಸಚಿವರು ಕುರ್ಚಿ ರಾಜಕೀಯ ನಿಲ್ಲಿಸಿ, ನಮ್ಮ ರೈತರು ಎದುರಿಸುತ್ತಿರುವ ಜ್ವಲಂತ ಸಮಸ್ಯೆಗಳನ್ನು ಪರಿಹರಿಸುವತ್ತ ಗಮನಹರಿಸಬೇಕು. ಸಂಕಷ್ಟ ಎದುರಿಸುತ್ತಿರುವ ರಾಜ್ಯದ ರೈತರ ನೆರವಿಗೆ ರಾಜ್ಯ	[25, 761, 190, 895]
story3-headline-line1: ನಾಪತ್ತೆಯಾಗಿದ್ದ ಗರ್ಭಿಣಿ	[733, 407, 895, 431]
story1-byline: ಪ್ರಜಾ ನಾಯಕ ಕಲಬುರಗಿ	[30, 155, 111, 166]
story1-column-2: ಅವರು ಜ್ಯೋತಿ ಬೆಳಗಿಸಿ ಉದ್ಘಾಟಿಸಿದರು. ಜಿಲ್ಲಾಧಿಕಾರಿಗಳು ಮಾತನಾಡುತ್ತಾ ಈ ಯೋಜನೆ ಕುಶಲಕರ್ಮಿಗಳಿಗೆ ಕೌಶಲ್ಯ ತರಬೇತಿ, ಮಾರುಕಟ್ಟೆ ಸಂಪರ್ಕ, ಟೂಲ್‌ಕಿಟ್ ಪ ಪ್ರೋತ್ಸಾಹ, ಕಡಿಮೆ ಬಡ್ಡಿದರದಲ್ಲಿ ಸಾಲ ಹಾಗೂ ಇತರ	[210, 316, 380, 368]
story3-headline-line2: ಶವವಾಗಿ ಕೆರೆಯಲ್ಲಿ ಪತ್ತೆ	[734, 434, 894, 458]
